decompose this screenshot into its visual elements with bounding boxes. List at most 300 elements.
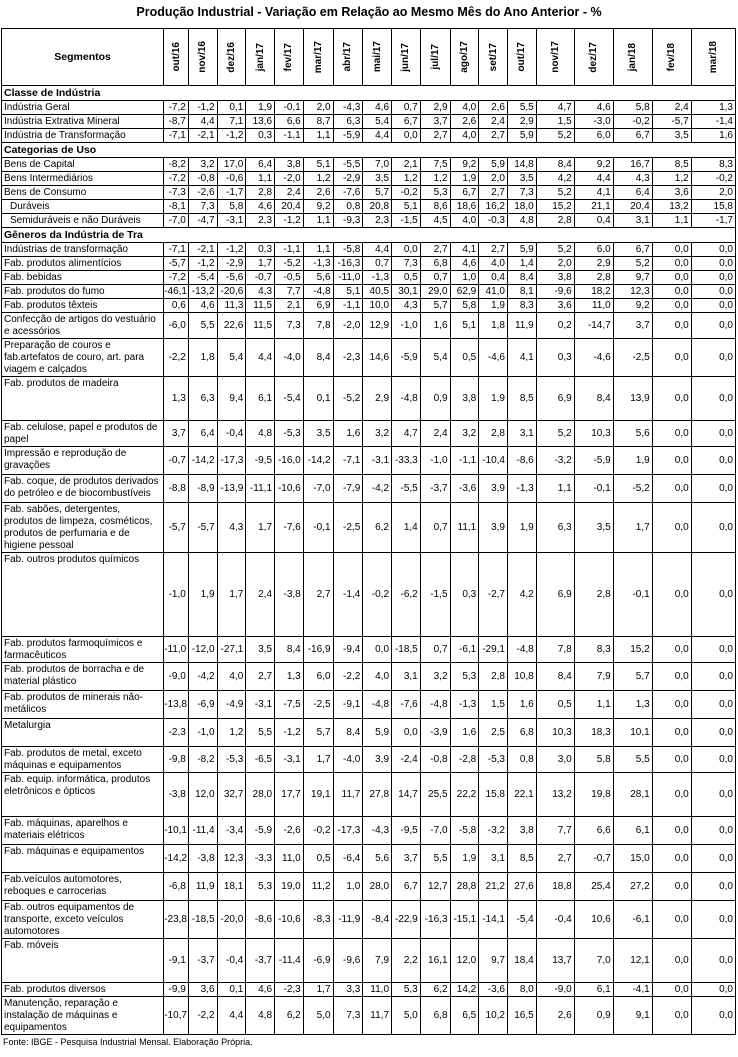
value-cell: 27,8	[363, 773, 392, 817]
month-header	[479, 29, 508, 86]
value-cell: -0,1	[303, 503, 333, 553]
value-cell: 2,1	[392, 158, 421, 172]
value-cell: -29,1	[479, 637, 508, 663]
segment-label: Indústria Geral	[2, 101, 164, 115]
value-cell: 9,7	[479, 939, 508, 983]
value-cell: 5,1	[392, 200, 421, 214]
value-cell: 6,4	[613, 186, 652, 200]
value-cell: -6,9	[303, 939, 333, 983]
value-cell: 4,1	[574, 186, 613, 200]
value-cell: 0,0	[652, 873, 691, 901]
value-cell: 8,0	[507, 983, 536, 997]
value-cell: -2,0	[275, 172, 304, 186]
month-header	[217, 29, 246, 86]
value-cell: 15,0	[613, 845, 652, 873]
value-cell: -1,3	[363, 271, 392, 285]
value-cell: -14,2	[303, 447, 333, 475]
table-row	[2, 817, 736, 845]
value-cell: 0,5	[392, 271, 421, 285]
value-cell: 11,5	[246, 313, 275, 339]
value-cell: 1,1	[574, 691, 613, 719]
value-cell: 10,8	[507, 663, 536, 691]
value-cell: 3,5	[574, 503, 613, 553]
value-cell: 1,3	[164, 377, 189, 421]
value-cell: -7,1	[164, 243, 189, 257]
value-cell: -8,2	[164, 158, 189, 172]
segment-label: Fab.veículos automotores, reboques e carrocerias	[2, 873, 164, 901]
segment-label: Fab. máquinas, aparelhos e materiais elétricos	[2, 817, 164, 845]
value-cell: 4,0	[450, 101, 479, 115]
value-cell: 1,1	[536, 475, 574, 503]
value-cell: 6,7	[613, 129, 652, 143]
value-cell: 0,0	[652, 719, 691, 747]
value-cell: 6,4	[188, 421, 217, 447]
value-cell: 21,2	[479, 873, 508, 901]
value-cell: 0,0	[392, 129, 421, 143]
month-header	[691, 29, 735, 86]
value-cell: 4,1	[507, 339, 536, 377]
value-cell: 0,0	[652, 299, 691, 313]
value-cell: 4,0	[479, 257, 508, 271]
month-header-label: nov/16	[197, 41, 209, 73]
value-cell: -1,2	[217, 243, 246, 257]
value-cell: 0,1	[303, 377, 333, 421]
value-cell: -16,0	[275, 447, 304, 475]
month-header	[507, 29, 536, 86]
value-cell: -9,3	[333, 214, 363, 228]
value-cell: -16,3	[420, 901, 450, 939]
segment-label: Bens de Capital	[2, 158, 164, 172]
table-row	[2, 663, 736, 691]
value-cell: 21,1	[574, 200, 613, 214]
value-cell: 22,2	[450, 773, 479, 817]
value-cell: 18,0	[507, 200, 536, 214]
value-cell: 0,0	[691, 377, 735, 421]
value-cell: 17,7	[275, 773, 304, 817]
value-cell: 4,4	[246, 339, 275, 377]
value-cell: 4,4	[188, 115, 217, 129]
segment-label: Semiduráveis e não Duráveis	[2, 214, 164, 228]
value-cell: 25,5	[420, 773, 450, 817]
value-cell: 1,5	[479, 691, 508, 719]
month-header	[188, 29, 217, 86]
value-cell: 1,2	[303, 172, 333, 186]
segment-label: Fab. produtos têxteis	[2, 299, 164, 313]
month-header-label: abr/17	[342, 42, 354, 72]
value-cell: 4,6	[574, 101, 613, 115]
value-cell: 0,0	[691, 313, 735, 339]
segment-label: Fab. outros equipamentos de transporte, exceto veículos automotores	[2, 901, 164, 939]
value-cell: 5,1	[333, 285, 363, 299]
value-cell: 6,6	[574, 817, 613, 845]
value-cell: 2,7	[479, 243, 508, 257]
value-cell: -5,8	[450, 817, 479, 845]
value-cell: 2,9	[420, 101, 450, 115]
value-cell: 2,1	[275, 299, 304, 313]
value-cell: 5,1	[303, 158, 333, 172]
value-cell: 4,4	[363, 243, 392, 257]
table-row	[2, 503, 736, 553]
value-cell: 0,0	[652, 845, 691, 873]
value-cell: 4,2	[536, 172, 574, 186]
table-row	[2, 691, 736, 719]
value-cell: -2,5	[333, 503, 363, 553]
value-cell: -27,1	[217, 637, 246, 663]
value-cell: 1,2	[392, 172, 421, 186]
value-cell: 1,7	[246, 257, 275, 271]
table-row	[2, 101, 736, 115]
value-cell: -9,1	[333, 691, 363, 719]
value-cell: 6,5	[450, 997, 479, 1035]
value-cell: 0,0	[691, 421, 735, 447]
value-cell: 4,4	[574, 172, 613, 186]
value-cell: 0,7	[363, 257, 392, 271]
value-cell: 0,0	[691, 983, 735, 997]
value-cell: 5,0	[303, 997, 333, 1035]
value-cell: 27,6	[507, 873, 536, 901]
value-cell: -6,9	[188, 691, 217, 719]
value-cell: 0,0	[652, 313, 691, 339]
value-cell: 14,2	[450, 983, 479, 997]
value-cell: 6,2	[275, 997, 304, 1035]
value-cell: -1,2	[275, 719, 304, 747]
table-row	[2, 901, 736, 939]
value-cell: -4,3	[363, 817, 392, 845]
value-cell: -4,6	[574, 339, 613, 377]
value-cell: 5,7	[303, 719, 333, 747]
section-title: Categorias de Uso	[2, 143, 736, 158]
value-cell: 7,0	[363, 158, 392, 172]
value-cell: 0,0	[652, 747, 691, 773]
value-cell: 5,3	[450, 663, 479, 691]
value-cell: -3,8	[188, 845, 217, 873]
value-cell: 20,4	[613, 200, 652, 214]
value-cell: -9,1	[164, 939, 189, 983]
value-cell: 18,8	[536, 873, 574, 901]
value-cell: 8,4	[303, 339, 333, 377]
value-cell: 12,3	[613, 285, 652, 299]
value-cell: 8,4	[275, 637, 304, 663]
value-cell: 2,6	[479, 101, 508, 115]
value-cell: 3,6	[188, 983, 217, 997]
value-cell: -1,2	[188, 101, 217, 115]
value-cell: 5,7	[363, 186, 392, 200]
value-cell: 5,3	[420, 186, 450, 200]
value-cell: 1,5	[536, 115, 574, 129]
value-cell: 0,0	[652, 691, 691, 719]
value-cell: -3,1	[217, 214, 246, 228]
value-cell: -17,3	[333, 817, 363, 845]
month-header	[333, 29, 363, 86]
value-cell: 0,5	[536, 691, 574, 719]
value-cell: 7,3	[188, 200, 217, 214]
value-cell: 1,3	[691, 101, 735, 115]
value-cell: 8,4	[536, 663, 574, 691]
value-cell: 0,4	[574, 214, 613, 228]
value-cell: 0,0	[652, 663, 691, 691]
value-cell: -11,0	[164, 637, 189, 663]
value-cell: 7,9	[574, 663, 613, 691]
month-header-label: set/17	[487, 42, 499, 72]
value-cell: 3,8	[536, 271, 574, 285]
month-header	[536, 29, 574, 86]
value-cell: 20,4	[275, 200, 304, 214]
value-cell: 8,3	[507, 299, 536, 313]
value-cell: 3,5	[363, 172, 392, 186]
month-header-label: jul/17	[429, 44, 441, 70]
value-cell: -5,7	[188, 503, 217, 553]
value-cell: -4,0	[275, 339, 304, 377]
value-cell: 1,7	[303, 747, 333, 773]
value-cell: -9,6	[536, 285, 574, 299]
table-row	[2, 421, 736, 447]
value-cell: 6,7	[613, 243, 652, 257]
value-cell: 4,0	[217, 663, 246, 691]
value-cell: 9,2	[303, 200, 333, 214]
table-row	[2, 773, 736, 817]
value-cell: 0,3	[246, 243, 275, 257]
table-row	[2, 747, 736, 773]
table-row	[2, 186, 736, 200]
value-cell: 5,5	[188, 313, 217, 339]
value-cell: -0,1	[574, 475, 613, 503]
segment-label: Indústria de Transformação	[2, 129, 164, 143]
table-row	[2, 939, 736, 983]
value-cell: 12,9	[363, 313, 392, 339]
value-cell: -2,2	[164, 339, 189, 377]
value-cell: -1,7	[691, 214, 735, 228]
value-cell: -6,0	[164, 313, 189, 339]
month-header	[246, 29, 275, 86]
value-cell: 3,9	[479, 475, 508, 503]
section-header-row	[2, 228, 736, 243]
value-cell: -2,8	[450, 747, 479, 773]
table-row	[2, 983, 736, 997]
value-cell: 6,8	[507, 719, 536, 747]
segment-label: Fab. máquinas e equipamentos	[2, 845, 164, 873]
value-cell: 3,5	[507, 172, 536, 186]
value-cell: 5,4	[217, 339, 246, 377]
value-cell: 10,0	[363, 299, 392, 313]
value-cell: 1,7	[303, 983, 333, 997]
value-cell: -5,2	[275, 257, 304, 271]
value-cell: 3,6	[652, 186, 691, 200]
value-cell: 4,8	[246, 997, 275, 1035]
value-cell: -3,4	[217, 817, 246, 845]
segment-label: Fab. móveis	[2, 939, 164, 983]
value-cell: 2,4	[479, 115, 508, 129]
value-cell: -0,2	[303, 817, 333, 845]
value-cell: 12,1	[613, 939, 652, 983]
value-cell: -2,5	[613, 339, 652, 377]
value-cell: 6,6	[275, 115, 304, 129]
value-cell: 0,4	[479, 271, 508, 285]
value-cell: 11,3	[217, 299, 246, 313]
value-cell: 5,2	[536, 129, 574, 143]
value-cell: 3,0	[536, 747, 574, 773]
value-cell: 4,6	[363, 101, 392, 115]
value-cell: 4,4	[217, 997, 246, 1035]
value-cell: 6,9	[536, 553, 574, 637]
value-cell: -1,0	[392, 313, 421, 339]
section-title: Classe de Indústria	[2, 86, 736, 101]
value-cell: 28,1	[613, 773, 652, 817]
value-cell: -7,0	[303, 475, 333, 503]
value-cell: -13,8	[164, 691, 189, 719]
value-cell: 2,0	[479, 172, 508, 186]
value-cell: 8,6	[420, 200, 450, 214]
value-cell: -2,3	[333, 339, 363, 377]
value-cell: 5,6	[613, 421, 652, 447]
value-cell: -9,0	[164, 663, 189, 691]
value-cell: -5,9	[574, 447, 613, 475]
value-cell: 4,0	[363, 663, 392, 691]
month-header-label: mar/18	[707, 40, 719, 74]
value-cell: -33,3	[392, 447, 421, 475]
value-cell: 30,1	[392, 285, 421, 299]
segment-label: Fab. produtos farmoquímicos e farmacêuticos	[2, 637, 164, 663]
value-cell: 1,7	[246, 503, 275, 553]
value-cell: 5,3	[392, 983, 421, 997]
value-cell: -0,2	[392, 186, 421, 200]
value-cell: 0,0	[363, 637, 392, 663]
value-cell: -7,2	[164, 172, 189, 186]
value-cell: -3,6	[450, 475, 479, 503]
value-cell: 6,1	[246, 377, 275, 421]
value-cell: 13,6	[246, 115, 275, 129]
value-cell: 8,5	[507, 377, 536, 421]
value-cell: -8,6	[246, 901, 275, 939]
value-cell: 2,8	[479, 421, 508, 447]
value-cell: -20,0	[217, 901, 246, 939]
value-cell: 0,7	[420, 637, 450, 663]
value-cell: -11,0	[333, 271, 363, 285]
value-cell: -14,2	[188, 447, 217, 475]
table-row	[2, 129, 736, 143]
value-cell: 28,0	[246, 773, 275, 817]
value-cell: 0,0	[652, 475, 691, 503]
month-header-label: out/17	[516, 42, 528, 72]
value-cell: -1,4	[691, 115, 735, 129]
month-header	[164, 29, 189, 86]
value-cell: -10,6	[275, 475, 304, 503]
segment-label: Duráveis	[2, 200, 164, 214]
value-cell: 7,9	[363, 939, 392, 983]
value-cell: 3,7	[613, 313, 652, 339]
value-cell: 19,0	[275, 873, 304, 901]
value-cell: -11,4	[275, 939, 304, 983]
value-cell: -16,3	[333, 257, 363, 271]
value-cell: 2,7	[479, 129, 508, 143]
value-cell: 1,9	[613, 447, 652, 475]
month-header-label: out/16	[170, 42, 182, 72]
value-cell: 3,5	[303, 421, 333, 447]
value-cell: 5,5	[507, 101, 536, 115]
value-cell: -8,1	[164, 200, 189, 214]
value-cell: 0,8	[333, 200, 363, 214]
value-cell: -5,8	[333, 243, 363, 257]
value-cell: 5,1	[450, 313, 479, 339]
value-cell: 4,3	[392, 299, 421, 313]
value-cell: 7,1	[217, 115, 246, 129]
value-cell: -8,2	[188, 747, 217, 773]
value-cell: 11,0	[363, 983, 392, 997]
value-cell: 8,5	[507, 845, 536, 873]
value-cell: 2,9	[363, 377, 392, 421]
section-title: Gêneros da Indústria de Tra	[2, 228, 736, 243]
value-cell: 11,0	[574, 299, 613, 313]
value-cell: 1,4	[507, 257, 536, 271]
value-cell: -0,3	[479, 214, 508, 228]
segment-label: Metalurgia	[2, 719, 164, 747]
value-cell: 1,9	[246, 101, 275, 115]
value-cell: -11,4	[188, 817, 217, 845]
value-cell: 18,4	[507, 939, 536, 983]
value-cell: 1,9	[450, 845, 479, 873]
value-cell: 5,2	[536, 421, 574, 447]
segment-label: Fab. equip. informática, produtos eletrônicos e ópticos	[2, 773, 164, 817]
segment-label: Indústria Extrativa Mineral	[2, 115, 164, 129]
value-cell: 4,6	[188, 299, 217, 313]
value-cell: 1,1	[652, 214, 691, 228]
value-cell: 17,0	[217, 158, 246, 172]
table-row	[2, 377, 736, 421]
value-cell: 4,8	[507, 214, 536, 228]
value-cell: 10,2	[479, 997, 508, 1035]
value-cell: 0,9	[574, 997, 613, 1035]
value-cell: -7,1	[164, 129, 189, 143]
value-cell: -1,3	[303, 257, 333, 271]
value-cell: 3,7	[392, 845, 421, 873]
value-cell: 11,9	[507, 313, 536, 339]
value-cell: 7,3	[507, 186, 536, 200]
value-cell: 3,2	[420, 663, 450, 691]
value-cell: -2,3	[275, 983, 304, 997]
segment-label: Fab. produtos alimentícios	[2, 257, 164, 271]
value-cell: 27,2	[613, 873, 652, 901]
value-cell: 2,7	[303, 553, 333, 637]
value-cell: 1,4	[392, 503, 421, 553]
value-cell: 9,7	[613, 271, 652, 285]
value-cell: 1,6	[333, 421, 363, 447]
value-cell: -6,1	[450, 637, 479, 663]
value-cell: 0,0	[691, 271, 735, 285]
value-cell: 6,7	[392, 115, 421, 129]
value-cell: 1,7	[217, 553, 246, 637]
value-cell: -2,2	[188, 997, 217, 1035]
value-cell: -6,8	[164, 873, 189, 901]
segment-label: Fab. produtos de minerais não-metálicos	[2, 691, 164, 719]
value-cell: 9,2	[574, 158, 613, 172]
value-cell: 0,7	[420, 271, 450, 285]
value-cell: 0,0	[652, 817, 691, 845]
value-cell: 0,0	[691, 299, 735, 313]
value-cell: -10,4	[479, 447, 508, 475]
value-cell: -3,1	[363, 447, 392, 475]
value-cell: 5,5	[613, 747, 652, 773]
value-cell: -4,7	[188, 214, 217, 228]
value-cell: -5,3	[217, 747, 246, 773]
month-header-label: dez/17	[588, 41, 600, 73]
value-cell: 4,2	[507, 553, 536, 637]
value-cell: 2,7	[420, 129, 450, 143]
value-cell: -0,2	[613, 115, 652, 129]
month-header	[613, 29, 652, 86]
table-row	[2, 299, 736, 313]
value-cell: 0,0	[691, 447, 735, 475]
value-cell: 11,7	[333, 773, 363, 817]
value-cell: -0,2	[691, 172, 735, 186]
